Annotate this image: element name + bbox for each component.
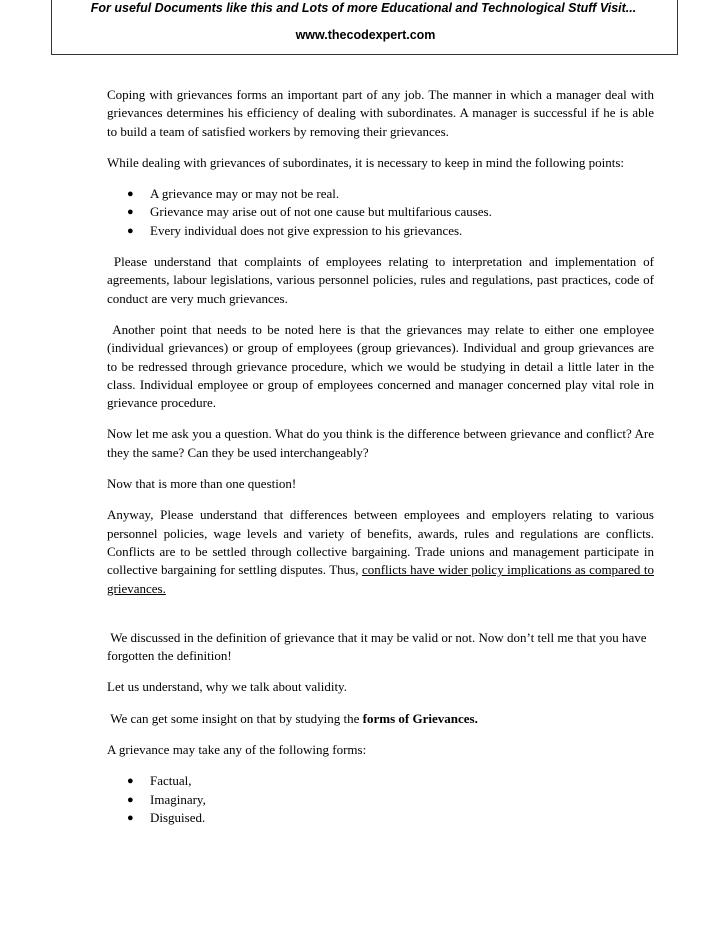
paragraph-1: Coping with grievances forms an important part of any job. The manner in which a manager deal with grievances determines his efficiency of dealing with subordinates. A manager is successful if he is able to build a team of satisfied workers by removing their grievances. — [107, 87, 654, 139]
bullet-icon: ● — [127, 811, 134, 824]
list-item: ● Disguised. — [127, 809, 654, 827]
paragraph-7 — [107, 506, 654, 597]
paragraph-3: Please understand that complaints of employees relating to interpretation and implementation of agreements, labour legislations, various personnel policies, rules and regulations, past practices, code of conduct are very much grievances. — [107, 254, 658, 306]
bullet-icon: ● — [127, 775, 134, 788]
bullet-list-1 — [107, 185, 654, 240]
list-item: ● A grievance may or may not be real. — [127, 185, 654, 203]
paragraph-10-text: We can get some insight on that by studying the — [107, 710, 363, 726]
bullet-icon: ● — [127, 188, 134, 201]
paragraph-4: Another point that needs to be noted here is that the grievances may relate to either one employee (individual grievances) or group of employees (group grievances). Individual and group grievances are to be redressed through grievance procedure, which we would be studying in detail a little later in the class. Individual employee or group of employees concerned and manager concerned play vital role in grievance procedure. — [107, 321, 658, 411]
paragraph-11: A grievance may take any of the following forms: — [107, 742, 367, 758]
paragraph-9: Let us understand, why we talk about validity. — [107, 679, 347, 695]
paragraph-5: Now let me ask you a question. What do you think is the difference between grievance and conflict? Are they the same? Can they be used interchangeably? — [107, 426, 654, 460]
paragraph-7-text: Anyway, Please understand that differences between employees and employers relating to various personnel policies, wage levels and variety of benefits, awards, rules and regulations are conflicts. Conflicts are to be settled through collective bargaining. Trade unions and management participate in collective bargaining for settling disputes. Thus, — [107, 507, 654, 578]
bullet-icon: ● — [127, 224, 134, 237]
paragraph-10 — [107, 710, 654, 728]
header-website: www.thecodexpert.com — [295, 28, 436, 42]
list-item: ● Grievance may arise out of not one cause but multifarious causes. — [127, 203, 654, 221]
list-item: ● Imaginary, — [127, 791, 654, 809]
paragraph-7-underlined: conflicts have wider policy implications as compared to grievances. — [107, 562, 654, 596]
paragraph-8: We discussed in the definition of grievance that it may be valid or not. Now don’t tell me that you have forgotten the definition! — [107, 629, 650, 664]
bullet-icon: ● — [127, 206, 134, 219]
paragraph-6: Now that is more than one question! — [107, 476, 297, 492]
list-item: ● Every individual does not give expression to his grievances. — [127, 222, 654, 240]
document-body — [107, 86, 658, 827]
paragraph-10-bold: forms of Grievances. — [362, 710, 478, 726]
header-promo-text: For useful Documents like this and Lots of more Educational and Technological Stuff Visit... — [90, 1, 637, 15]
bullet-icon: ● — [127, 793, 134, 806]
paragraph-2: While dealing with grievances of subordinates, it is necessary to keep in mind the following points: — [107, 154, 624, 170]
bullet-list-2 — [107, 772, 654, 827]
header-box — [51, 0, 678, 55]
list-item: ● Factual, — [127, 772, 654, 790]
